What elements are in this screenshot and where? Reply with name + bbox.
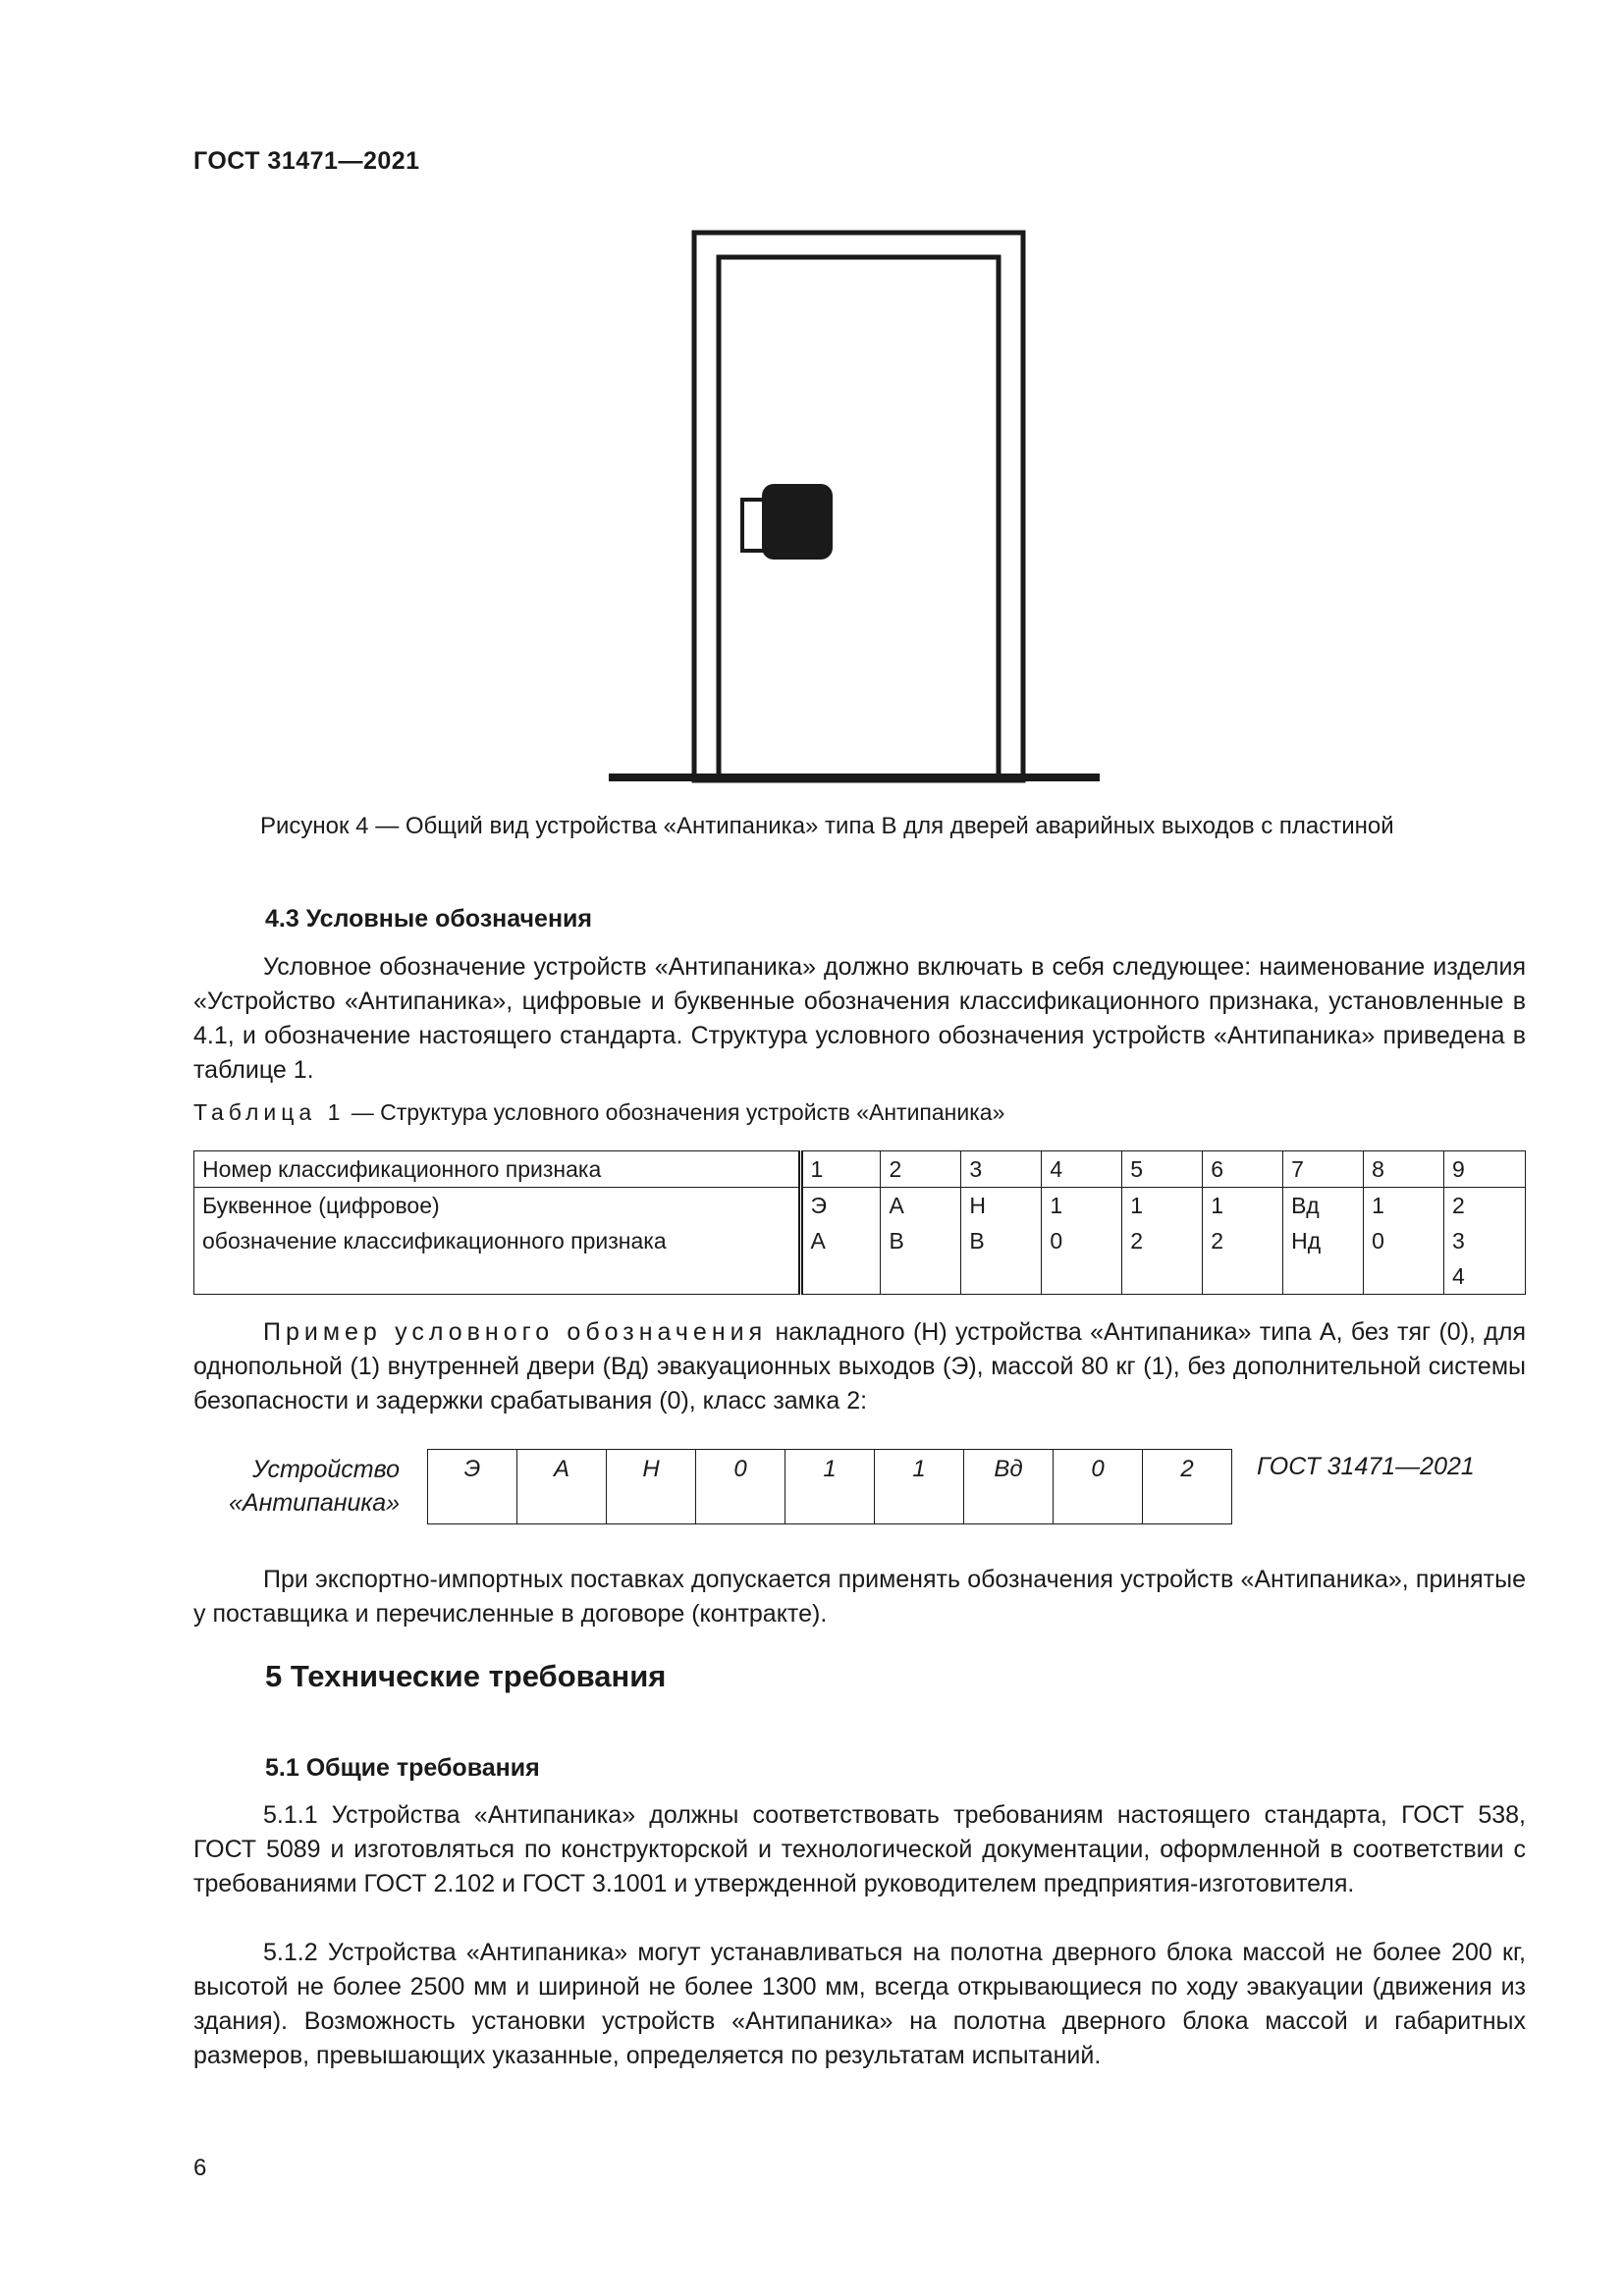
table-1-title-label: Таблица 1 (193, 1099, 346, 1125)
designation-cell: 0 (1054, 1450, 1143, 1524)
table-cell: Н В (961, 1188, 1042, 1295)
document-header: ГОСТ 31471—2021 (193, 147, 420, 175)
door-figure (599, 226, 1110, 785)
classification-table (193, 1150, 1526, 1295)
table-row (194, 1188, 1526, 1295)
designation-cell: 0 (696, 1450, 785, 1524)
designation-cell: Н (607, 1450, 696, 1524)
designation-standard: ГОСТ 31471—2021 (1257, 1453, 1475, 1480)
table-cell: 1 0 (1364, 1188, 1444, 1295)
designation-cell: 1 (785, 1450, 875, 1524)
table-cell: 9 (1443, 1151, 1525, 1188)
example-text: накладного (Н) устройства «Антипаника» типа А, без тяг (0), для однопольной (1) внутренней двери (Вд) эвакуационных выходов (Э), массой 80 кг (1), без дополнительной системы безопасности и задержки срабатывания (0), класс замка 2: (193, 1318, 1526, 1415)
export-paragraph: При экспортно-импортных поставках допускается применять обозначения устройств «Антипаника», принятые у поставщика и перечисленные в договоре (контракте). (193, 1566, 1526, 1628)
table-cell: 5 (1122, 1151, 1203, 1188)
section-5-1-heading: 5.1 Общие требования (265, 1754, 540, 1782)
designation-cells (427, 1449, 1232, 1524)
table-1-title (193, 1099, 1004, 1126)
designation-label: Устройство «Антипаника» (229, 1456, 400, 1517)
designation-cell: 2 (1143, 1450, 1232, 1524)
row-label: Номер классификационного признака (194, 1151, 801, 1188)
section-5-heading: 5 Технические требования (265, 1659, 667, 1693)
table-row (428, 1450, 1232, 1524)
section-4-3-heading: 4.3 Условные обозначения (265, 905, 593, 933)
example-paragraph (193, 1315, 1526, 1418)
table-cell: 1 2 (1122, 1188, 1203, 1295)
designation-cell: Э (428, 1450, 517, 1524)
section-4-3-paragraph: Условное обозначение устройств «Антипаника» должно включать в себя следующее: наименование изделия «Устройство «Антипаника», цифровые и буквенные обозначения классификационного признака, установленные в 4.1, и обозначение настоящего стандарта. Структура условного обозначения устройств «Антипаника» приведена в таблице 1. (193, 953, 1526, 1084)
table-cell: 7 (1283, 1151, 1364, 1188)
table-cell: 1 (800, 1151, 881, 1188)
table-cell: Э А (800, 1188, 881, 1295)
table-cell: Вд Нд (1283, 1188, 1364, 1295)
table-cell: А В (881, 1188, 961, 1295)
table-cell: 2 3 4 (1443, 1188, 1525, 1295)
figure-caption: Рисунок 4 — Общий вид устройства «Антипаника» типа В для дверей аварийных выходов с пластиной (260, 813, 1394, 839)
table-cell: 1 0 (1042, 1188, 1122, 1295)
page-number: 6 (193, 2155, 207, 2181)
table-cell: 8 (1364, 1151, 1444, 1188)
designation-cell: А (517, 1450, 607, 1524)
designation-cell: Вд (964, 1450, 1054, 1524)
table-row (194, 1151, 1526, 1188)
example-lead: Пример условного обозначения (263, 1318, 768, 1346)
table-1-title-text: — Структура условного обозначения устройств «Антипаника» (345, 1099, 1005, 1125)
table-cell: 2 (881, 1151, 961, 1188)
row-label-line: Буквенное (цифровое) (202, 1193, 440, 1218)
paragraph-5-1-1: 5.1.1 Устройства «Антипаника» должны соответствовать требованиям настоящего стандарта, ГОСТ 538, ГОСТ 5089 и изготовляться по конструкторской и технологической документации, оформленной в соответствии с требованиями ГОСТ 2.102 и ГОСТ 3.1001 и утвержденной руководителем предприятия-изготовителя. (193, 1801, 1526, 1897)
paragraph-5-1-2: 5.1.2 Устройства «Антипаника» могут устанавливаться на полотна дверного блока массой не более 200 кг, высотой не более 2500 мм и шириной не более 1300 мм, всегда открывающиеся по ходу эвакуации (движения из здания). Возможность установки устройств «Антипаника» на полотна дверного блока массой и габаритных размеров, превышающих указанные, определяется по результатам испытаний. (193, 1939, 1526, 2069)
designation-cell: 1 (875, 1450, 964, 1524)
row-label-line: обозначение классификационного признака (202, 1228, 667, 1254)
panic-device-plate (762, 484, 833, 560)
table-cell: 4 (1042, 1151, 1122, 1188)
table-cell: 6 (1203, 1151, 1283, 1188)
table-cell: 1 2 (1203, 1188, 1283, 1295)
table-cell: 3 (961, 1151, 1042, 1188)
designation-example (193, 1439, 1529, 1527)
row-label (194, 1188, 801, 1295)
